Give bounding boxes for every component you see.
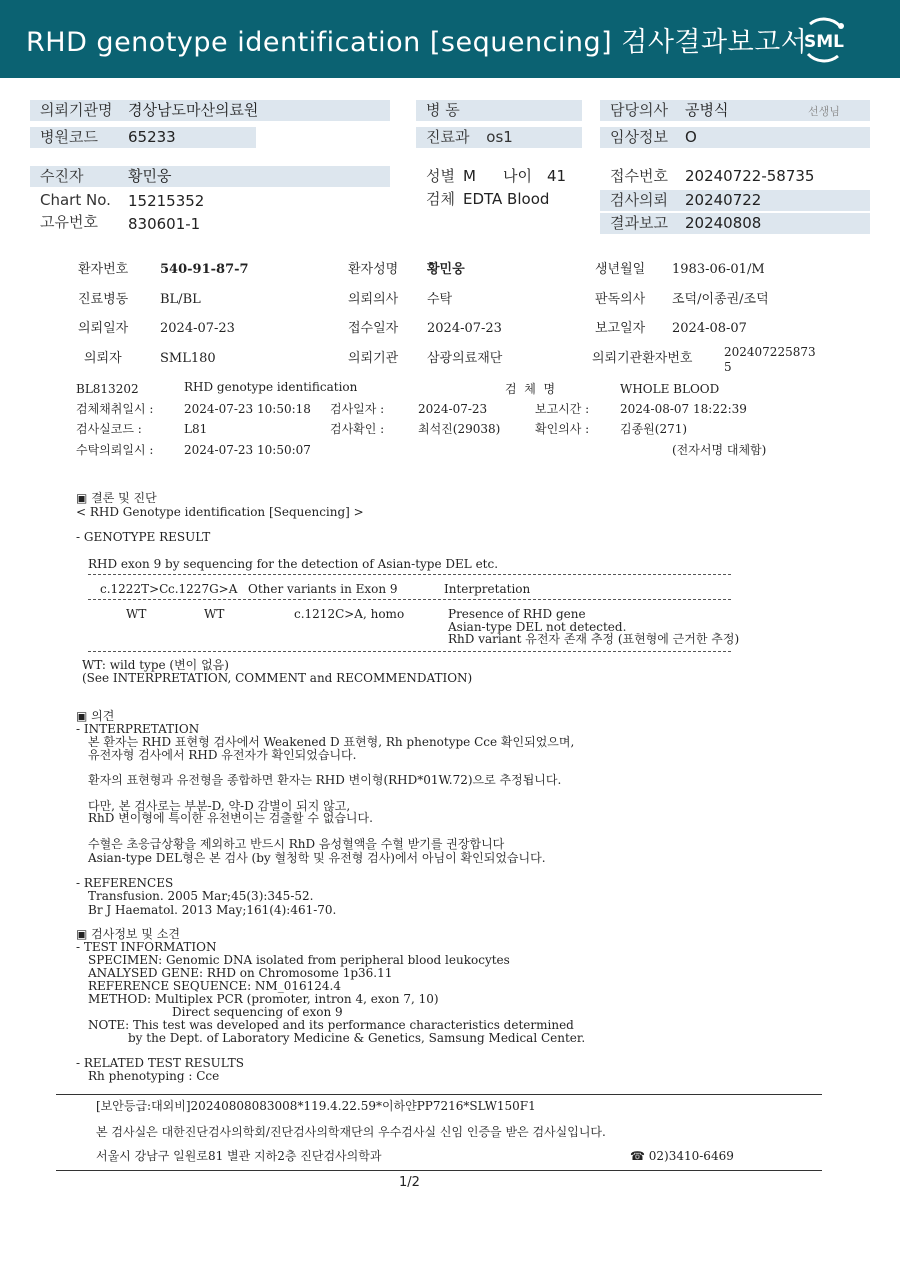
related-1: Rh phenotyping : Cce [88,1069,220,1083]
opinion-p3b: RhD 변이형에 특이한 유전변이는 검출할 수 없습니다. [88,811,373,825]
requester-label: 의뢰자 [84,351,122,366]
col-other: Other variants in Exon 9 [248,582,398,596]
report-title: RHD genotype identification [sequencing] 검사결과보고서 [26,27,808,58]
section-conclusion: ▣ 결론 및 진단 [76,491,157,505]
doctor-suffix: 선생님 [808,105,840,118]
req-org-value: 경상남도마산의료원 [128,101,259,119]
report-date-label: 결과보고 [610,214,668,232]
testinfo-heading: - TEST INFORMATION [76,940,217,954]
genotype-heading: - GENOTYPE RESULT [76,530,211,544]
hosp-code-value: 65233 [128,128,176,146]
confirm-label: 검사확인 : [330,422,385,436]
confirm-value: 최석진(29038) [418,422,501,436]
req-org-label: 의뢰기관명 [40,101,113,119]
note-see: (See INTERPRETATION, COMMENT and RECOMMENDATION) [82,671,473,685]
phone-line: ☎ 02)3410-6469 [630,1149,734,1163]
interp-2: Asian-type DEL not detected. [448,620,627,634]
patient-value: 황민웅 [128,167,172,185]
repdate-value: 2024-08-07 [672,321,747,336]
dept-row [416,127,582,148]
recvdate-label: 접수일자 [348,321,399,336]
reqdoc-label: 의뢰의사 [348,292,399,307]
recv-label: 접수번호 [610,167,668,185]
header-bar [0,0,900,78]
test-code: BL813202 [76,382,139,396]
req-date-label: 검사의뢰 [610,191,668,209]
recvdate-value: 2024-07-23 [427,321,502,336]
footer-divider [56,1094,822,1095]
consign-label: 수탁의뢰일시 : [76,443,154,457]
spec-value: WHOLE BLOOD [620,382,720,396]
orgpid-label: 의뢰기관환자번호 [592,351,693,366]
clinical-row [600,127,870,148]
section-opinion: ▣ 의견 [76,709,115,723]
row-1222: WT [126,607,147,621]
test-name: RHD genotype identification [184,380,358,394]
pid-label: 환자번호 [78,262,129,277]
doctor-value: 공병식 [685,101,729,119]
reqorg-label: 의뢰기관 [348,351,399,366]
lab-value: L81 [184,422,208,436]
reqdate-value: 2024-07-23 [160,321,235,336]
col-1222: c.1222T>C [100,582,169,596]
section-testinfo: ▣ 검사정보 및 소견 [76,927,180,941]
dob-label: 생년월일 [595,262,646,277]
consign-value: 2024-07-23 10:50:07 [184,443,311,457]
clinical-value: O [685,128,697,146]
divider [88,599,731,600]
collect-value: 2024-07-23 10:50:18 [184,402,311,416]
testinfo-5: Direct sequencing of exon 9 [172,1005,343,1019]
collect-label: 검체채취일시 : [76,402,154,416]
interp-3: RhD variant 유전자 존재 추정 (표현형에 근거한 추정) [448,632,740,646]
divider [88,651,731,652]
patient-row [30,166,390,187]
req-date-value: 20240722 [685,191,762,209]
readdoc-value: 조덕/이종권/조덕 [672,292,769,307]
testinfo-6: NOTE: This test was developed and its performance characteristics determined [88,1018,574,1032]
footer-divider [56,1170,822,1171]
opinion-p4a: 수혈은 초응급상황을 제외하고 반드시 RhD 음성혈액을 수혈 받기를 권장합니다 [88,837,505,851]
report-date-value: 20240808 [685,214,762,232]
genotype-desc: RHD exon 9 by sequencing for the detection of Asian-type DEL etc. [88,557,499,571]
lab-label: 검사실코드 : [76,422,142,436]
row-other: c.1212C>A, homo [294,607,405,621]
confdoc-label: 확인의사 : [535,422,590,436]
readdoc-label: 판독의사 [595,292,646,307]
specimen-value: EDTA Blood [463,190,550,208]
chart-label: Chart No. [40,191,111,209]
reptime-label: 보고시간 : [535,402,590,416]
ward-label: 병 동 [426,101,460,119]
dept-label: 진료과 [426,128,470,146]
ref-heading: - REFERENCES [76,876,174,890]
reqorg-value: 삼광의료재단 [427,351,503,366]
security-line: [보안등급:대외비]20240808083008*119.4.22.59*이하얀PP7216*SLW150F1 [96,1099,536,1113]
repdate-label: 보고일자 [595,321,646,336]
cert-line: 본 검사실은 대한진단검사의학회/진단검사의학재단의 우수검사실 신임 인증을 받은 검사실입니다. [96,1125,606,1139]
testinfo-1: SPECIMEN: Genomic DNA isolated from peripheral blood leukocytes [88,953,510,967]
confdoc-value: 김종원(271) [620,422,688,436]
testinfo-3: REFERENCE SEQUENCE: NM_016124.4 [88,979,341,993]
logo-text: SML [804,32,844,52]
pid-value: 540-91-87-7 [160,262,249,277]
requester-value: SML180 [160,351,216,366]
dob-value: 1983-06-01/M [672,262,765,277]
fward-value: BL/BL [160,292,201,307]
col-interp: Interpretation [444,582,531,596]
interp-1: Presence of RHD gene [448,607,586,621]
note-wt: WT: wild type (변이 없음) [82,658,229,672]
testinfo-2: ANALYSED GENE: RHD on Chromosome 1p36.11 [88,966,393,980]
col-1227: c.1227G>A [168,582,238,596]
opinion-p2: 환자의 표현형과 유전형을 종합하면 환자는 RHD 변이형(RHD*01W.72)으로 추정됩니다. [88,773,562,787]
divider [88,574,731,575]
section-conclusion-sub: < RHD Genotype identification [Sequencing] > [76,505,364,519]
testinfo-4: METHOD: Multiplex PCR (promoter, intron 4, exon 7, 10) [88,992,439,1006]
spec-label: 검 체 명 [505,382,556,396]
age-label: 나이 [503,167,532,185]
esign-note: (전자서명 대체함) [672,443,767,457]
opinion-p3a: 다만, 본 검사로는 부분-D, 약-D 감별이 되지 않고, [88,799,351,813]
uid-value: 830601-1 [128,215,201,233]
clinical-label: 임상정보 [610,128,668,146]
sex-label: 성별 [426,167,455,185]
page-number: 1/2 [399,1175,420,1190]
pname-label: 환자성명 [348,262,399,277]
testdate-value: 2024-07-23 [418,402,488,416]
reqdoc-value: 수탁 [427,292,453,307]
fward-label: 진료병동 [78,292,129,307]
doctor-label: 담당의사 [610,101,668,119]
ref-2: Br J Haematol. 2013 May;161(4):461-70. [88,903,337,917]
age-value: 41 [547,167,567,185]
reptime-value: 2024-08-07 18:22:39 [620,402,747,416]
pname-value: 황민웅 [427,262,465,277]
patient-label: 수진자 [40,167,84,185]
testinfo-7: by the Dept. of Laboratory Medicine & Genetics, Samsung Medical Center. [128,1031,586,1045]
ref-1: Transfusion. 2005 Mar;45(3):345-52. [88,889,314,903]
uid-label: 고유번호 [40,213,98,231]
specimen-label: 검체 [426,190,455,208]
recv-value: 20240722-58735 [685,167,815,185]
row-1227: WT [204,607,225,621]
ward-row [416,100,582,121]
related-heading: - RELATED TEST RESULTS [76,1056,244,1070]
hosp-code-label: 병원코드 [40,128,98,146]
orgpid-value-1: 202407225873 [724,345,816,359]
orgpid-value-2: 5 [724,360,732,374]
address-line: 서울시 강남구 일원로81 별관 지하2층 진단검사의학과 [96,1149,382,1163]
opinion-p4b: Asian-type DEL형은 본 검사 (by 혈청학 및 유전형 검사)에서 아님이 확인되었습니다. [88,851,546,865]
chart-value: 15215352 [128,192,205,210]
opinion-p1b: 유전자형 검사에서 RHD 유전자가 확인되었습니다. [88,748,357,762]
dept-value: os1 [486,128,513,146]
testdate-label: 검사일자 : [330,402,385,416]
reqdate-label: 의뢰일자 [78,321,129,336]
opinion-p1a: 본 환자는 RHD 표현형 검사에서 Weakened D 표현형, Rh phenotype Cce 확인되었으며, [88,735,575,749]
sex-value: M [463,167,476,185]
interp-heading: - INTERPRETATION [76,722,200,736]
sml-logo [796,12,852,68]
